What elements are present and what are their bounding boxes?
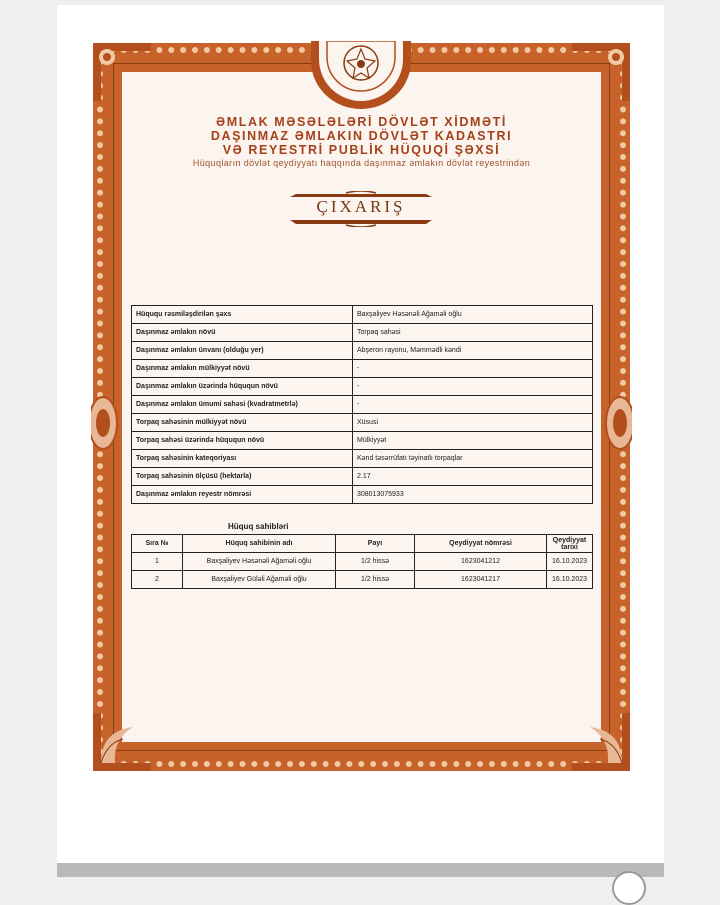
- info-value: Abşeron rayonu, Məmmədli kəndi: [353, 342, 593, 360]
- info-label: Torpaq sahəsinin kateqoriyası: [132, 450, 353, 468]
- owners-cell: 1: [132, 553, 183, 571]
- info-value: Xüsusi: [353, 414, 593, 432]
- owners-cell: 1623041217: [415, 571, 547, 589]
- owners-caption: Hüquq sahibləri: [228, 522, 289, 531]
- corner-ornament-icon: [93, 713, 151, 771]
- title-plaque: [286, 191, 436, 227]
- owners-cell: 16.10.2023: [547, 553, 593, 571]
- owners-cell: 1/2 hissə: [336, 553, 415, 571]
- info-row: [132, 396, 593, 414]
- info-row: [132, 324, 593, 342]
- owners-column-header: Qeydiyyat tarixi: [547, 535, 593, 553]
- info-row: [132, 360, 593, 378]
- corner-ornament-icon: [572, 43, 630, 101]
- info-value: -: [353, 360, 593, 378]
- info-row: [132, 468, 593, 486]
- info-row: [132, 450, 593, 468]
- corner-ornament-icon: [93, 43, 151, 101]
- info-label: Torpaq sahəsinin ölçüsü (hektarla): [132, 468, 353, 486]
- info-row: [132, 342, 593, 360]
- document-subtitle: Hüquqların dövlət qeydiyyatı haqqında daşınmaz əmlakın dövlət reyestrindən: [192, 158, 531, 168]
- owners-column-header: Qeydiyyat nömrəsi: [415, 535, 547, 553]
- scroll-button[interactable]: [612, 871, 646, 905]
- info-value: 308013075933: [353, 486, 593, 504]
- document-title: ÇIXARIŞ: [316, 197, 406, 216]
- info-label: Daşınmaz əmlakın ünvanı (olduğu yer): [132, 342, 353, 360]
- info-row: [132, 414, 593, 432]
- info-label: Daşınmaz əmlakın növü: [132, 324, 353, 342]
- info-label: Daşınmaz əmlakın reyestr nömrəsi: [132, 486, 353, 504]
- owners-cell: Baxşaliyev Güləli Ağaməli oğlu: [183, 571, 336, 589]
- owners-table: [131, 534, 593, 589]
- info-value: Kənd təsərrüfatı təyinatlı torpaqlar: [353, 450, 593, 468]
- info-label: Torpaq sahəsinin mülkiyyət növü: [132, 414, 353, 432]
- owners-cell: 16.10.2023: [547, 571, 593, 589]
- info-label: Daşınmaz əmlakın üzərində hüququn növü: [132, 378, 353, 396]
- viewer-bottom-bar: [57, 863, 664, 877]
- info-row: [132, 306, 593, 324]
- organization-name-line1: ƏMLAK MƏSƏLƏLƏRİ DÖVLƏT XİDMƏTİ: [216, 115, 507, 129]
- owners-column-header: Sıra №: [132, 535, 183, 553]
- rosette-ornament-icon: [91, 393, 129, 453]
- owners-cell: 2: [132, 571, 183, 589]
- info-value: Mülkiyyət: [353, 432, 593, 450]
- owners-row: [132, 571, 593, 589]
- info-label: Hüququ rəsmiləşdirilən şəxs: [132, 306, 353, 324]
- owners-row: [132, 553, 593, 571]
- owners-cell: 1/2 hissə: [336, 571, 415, 589]
- info-label: Daşınmaz əmlakın ümumi sahəsi (kvadratmetrlə): [132, 396, 353, 414]
- info-label: Torpaq sahəsi üzərində hüququn növü: [132, 432, 353, 450]
- organization-name-line3: VƏ REYESTRİ PUBLİK HÜQUQİ ŞƏXSİ: [222, 143, 501, 157]
- info-value: 2.17: [353, 468, 593, 486]
- organization-name-line2: DAŞINMAZ ƏMLAKIN DÖVLƏT KADASTRI: [210, 129, 513, 143]
- owners-column-header: Hüquq sahibinin adı: [183, 535, 336, 553]
- info-row: [132, 486, 593, 504]
- emblem-icon: [305, 41, 417, 109]
- info-value: Baxşaliyev Həsənəli Ağaməli oğlu: [353, 306, 593, 324]
- owners-column-header: Payı: [336, 535, 415, 553]
- property-info-table: [131, 305, 593, 504]
- info-label: Daşınmaz əmlakın mülkiyyət növü: [132, 360, 353, 378]
- info-row: [132, 378, 593, 396]
- info-value: Torpaq sahəsi: [353, 324, 593, 342]
- info-value: -: [353, 396, 593, 414]
- rosette-ornament-icon: [594, 393, 632, 453]
- corner-ornament-icon: [572, 713, 630, 771]
- owners-cell: Baxşaliyev Həsənəli Ağaməli oğlu: [183, 553, 336, 571]
- info-row: [132, 432, 593, 450]
- info-value: -: [353, 378, 593, 396]
- owners-cell: 1623041212: [415, 553, 547, 571]
